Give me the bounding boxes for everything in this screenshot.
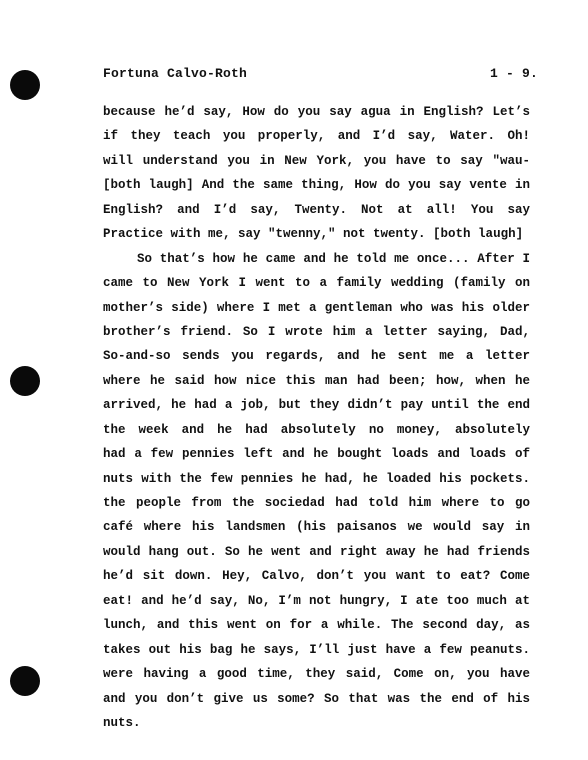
text-line: had a few pennies left and he bought loads and loads of — [103, 447, 530, 462]
text-line: [both laugh] And the same thing, How do you say vente in — [103, 178, 530, 193]
text-line: Practice with me, say "twenny," not twenty. [both laugh] — [103, 227, 524, 242]
text-line: would hang out. So he went and right away he had friends — [103, 544, 530, 559]
text-line: he’d sit down. Hey, Calvo, don’t you want to eat? Come — [103, 569, 530, 584]
binder-hole — [10, 70, 40, 100]
text-line: nuts with the few pennies he had, he loaded his pockets. — [103, 471, 530, 486]
text-line: takes out his bag he says, I’ll just have a few peanuts. — [103, 642, 530, 657]
text-line: will understand you in New York, you have to say "wau- — [103, 153, 530, 168]
text-line: were having a good time, they said, Come on, you have — [103, 667, 530, 682]
binder-hole — [10, 366, 40, 396]
text-line: So that’s how he came and he told me once... After I — [137, 251, 530, 266]
text-line: came to New York I went to a family wedding (family on — [103, 276, 530, 291]
text-line: brother’s friend. So I wrote him a letter saying, Dad, — [103, 324, 530, 339]
text-line: lunch, and this went on for a while. The second day, as — [103, 618, 530, 633]
text-line: and you don’t give us some? So that was the end of his — [103, 691, 530, 706]
text-line: the people from the sociedad had told him where to go — [103, 496, 530, 510]
page-number: 1 - 9. — [489, 66, 538, 81]
text-line: arrived, he had a job, but they didn’t pay until the end — [103, 398, 530, 413]
text-line: eat! and he’d say, No, I’m not hungry, I ate too much at — [103, 593, 530, 608]
binder-hole — [10, 666, 40, 696]
text-line: where he said how nice this man had been; how, when he — [103, 373, 530, 388]
text-line: if they teach you properly, and I’d say, Water. Oh! — [103, 129, 530, 144]
transcript-body — [103, 100, 530, 735]
text-line: the week and he had absolutely no money, absolutely — [103, 422, 530, 437]
text-line: English? and I’d say, Twenty. Not at all! You say — [103, 202, 530, 217]
text-line: mother’s side) where I met a gentleman who was his older — [103, 300, 530, 315]
text-line: nuts. — [103, 715, 141, 730]
header-author: Fortuna Calvo-Roth — [103, 66, 248, 81]
text-line: So-and-so sends you regards, and he sent me a letter — [103, 349, 530, 364]
text-line: because he’d say, How do you say agua in English? Let’s — [103, 105, 530, 119]
text-line: café where his landsmen (his paisanos we would say in — [103, 520, 530, 535]
page-header — [103, 66, 538, 84]
